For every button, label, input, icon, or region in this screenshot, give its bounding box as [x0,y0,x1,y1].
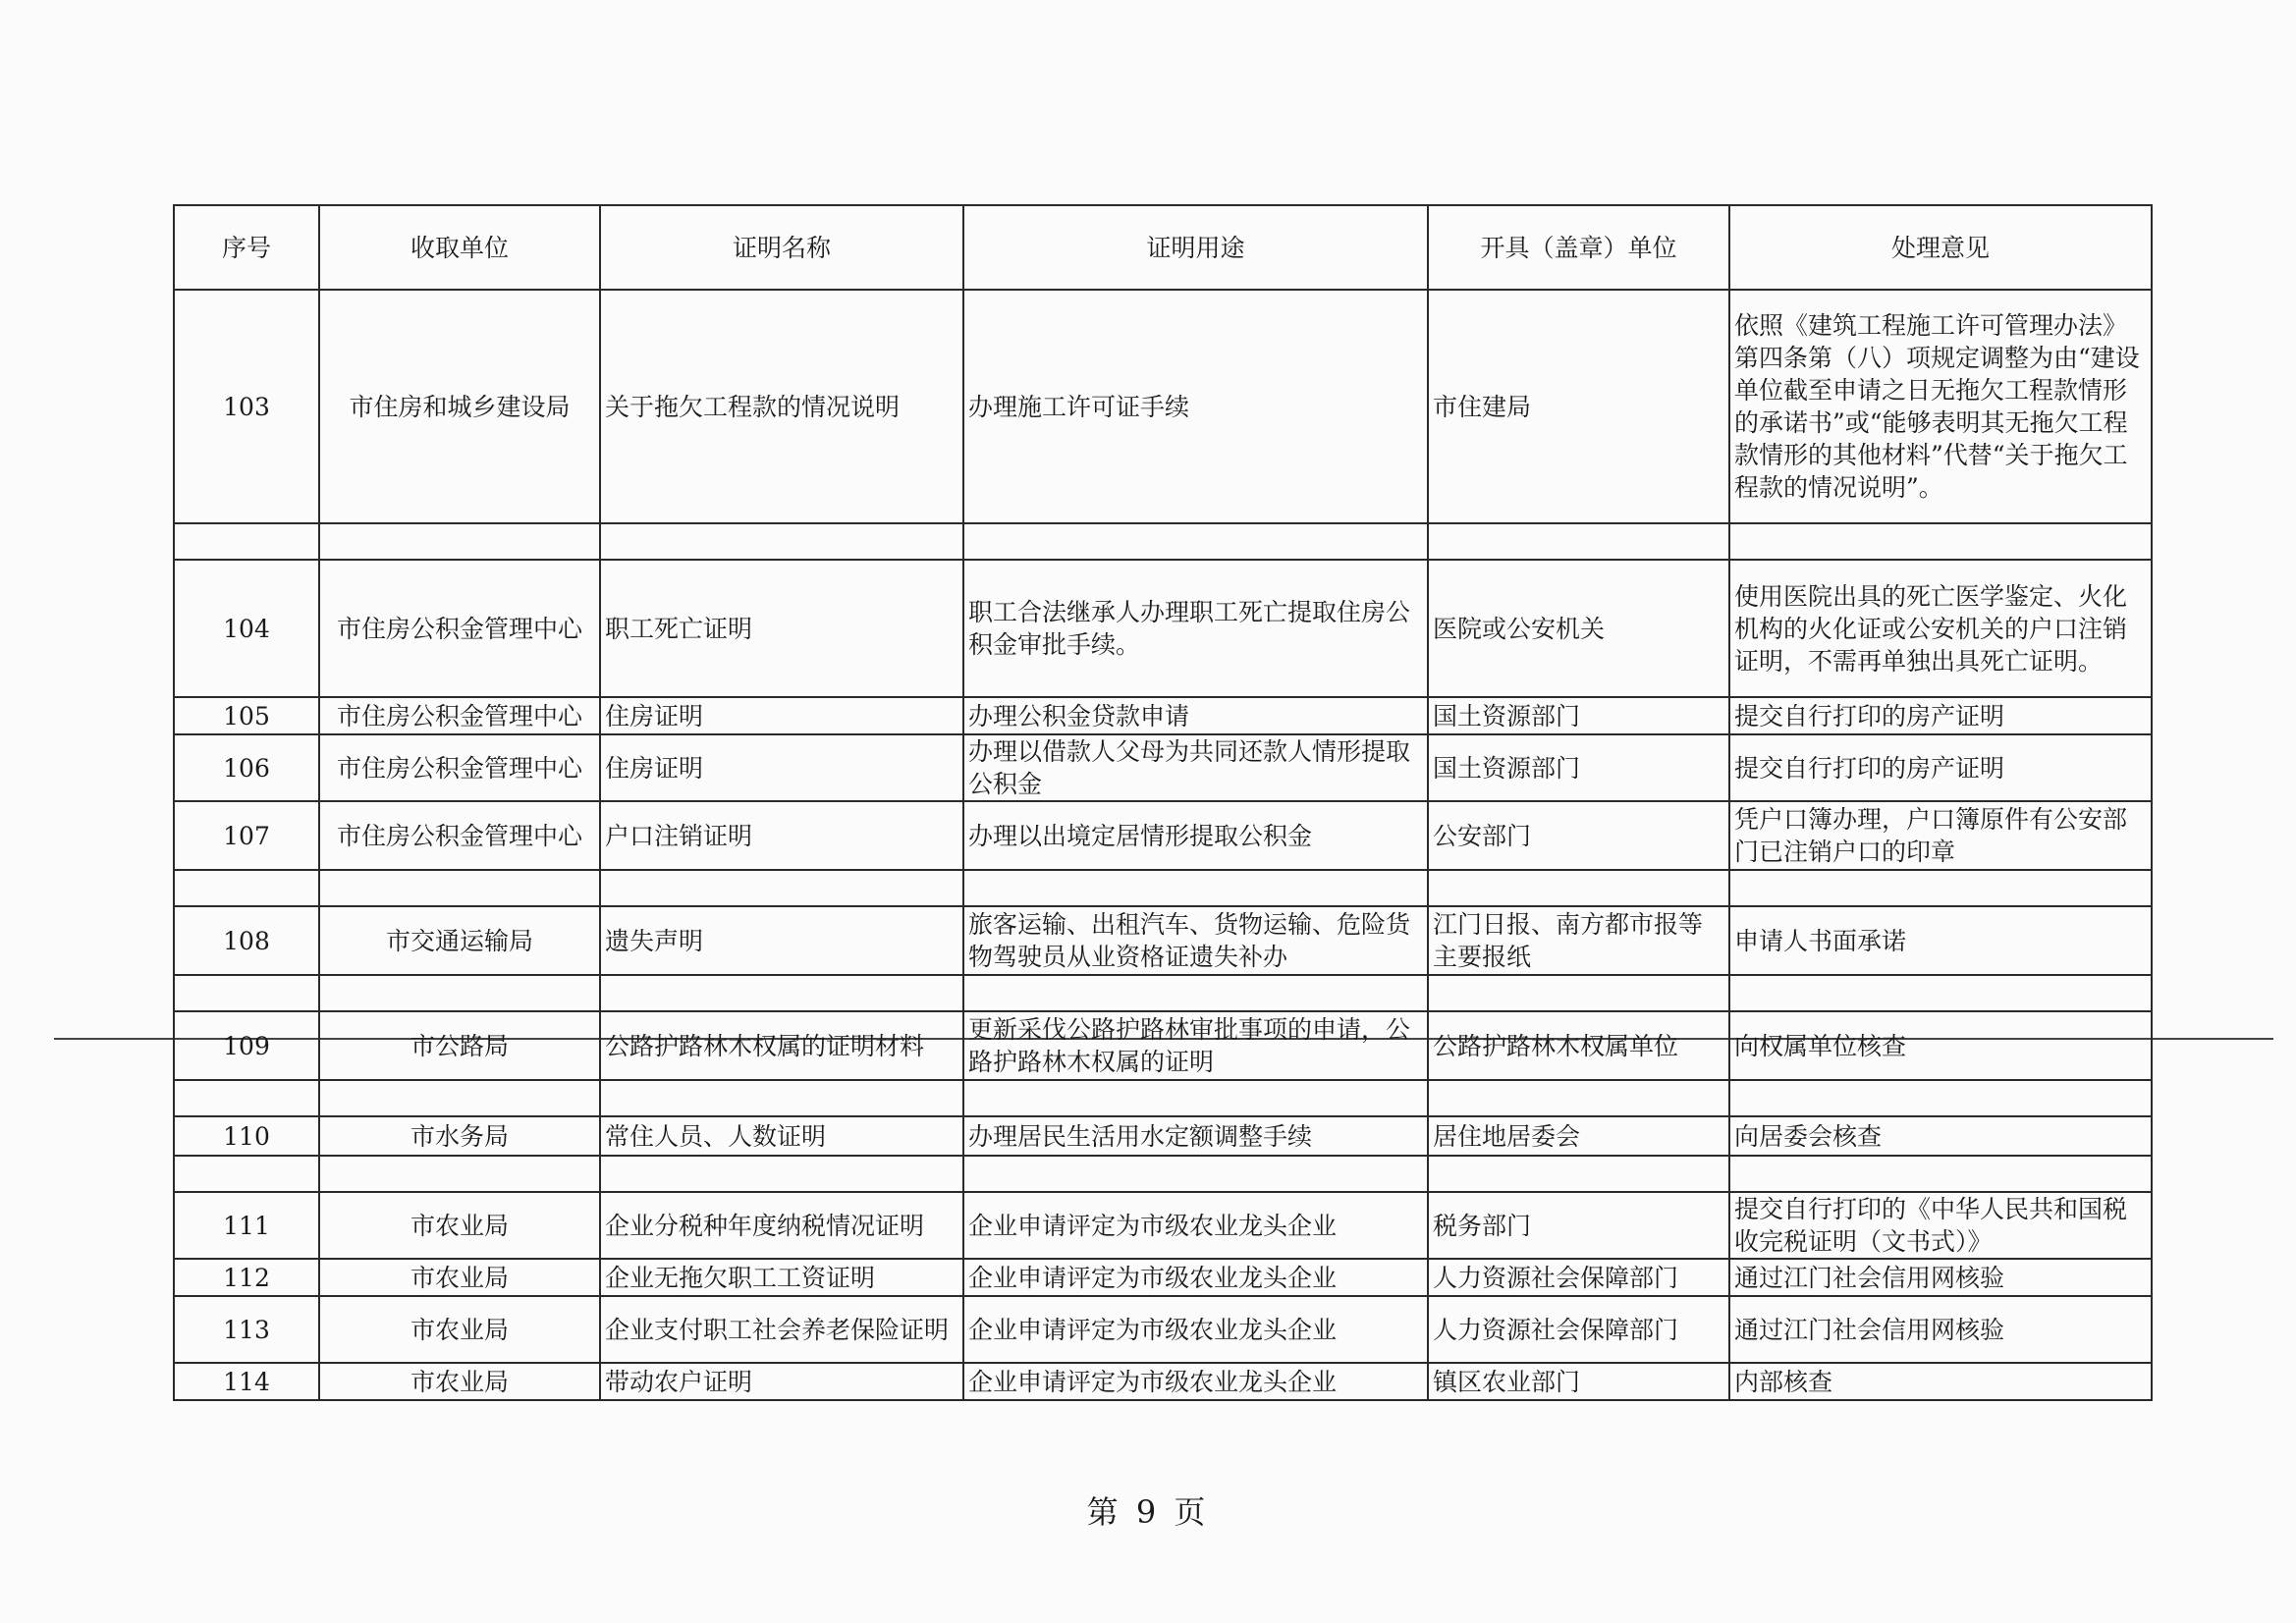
header-name: 证明名称 [600,205,963,290]
row-unit: 市住房公积金管理中心 [319,734,600,801]
row-cert-use: 企业申请评定为市级农业龙头企业 [963,1363,1428,1400]
header-unit: 收取单位 [319,205,600,290]
row-unit: 市农业局 [319,1259,600,1296]
row-opinion: 提交自行打印的房产证明 [1729,697,2152,734]
row-seq: 105 [174,697,319,734]
table-row [174,560,2152,697]
row-issuer: 国土资源部门 [1428,697,1729,734]
table-row [174,801,2152,870]
row-cert-name: 关于拖欠工程款的情况说明 [600,290,963,523]
row-unit: 市农业局 [319,1192,600,1259]
row-cert-use: 企业申请评定为市级农业龙头企业 [963,1192,1428,1259]
row-seq: 112 [174,1259,319,1296]
row-cert-name: 公路护路林木权属的证明材料 [600,1011,963,1080]
row-issuer: 医院或公安机关 [1428,560,1729,697]
header-seq: 序号 [174,205,319,290]
row-unit: 市住房公积金管理中心 [319,560,600,697]
spacer-row [174,1080,2152,1116]
row-issuer: 国土资源部门 [1428,734,1729,801]
row-cert-name: 企业无拖欠职工工资证明 [600,1259,963,1296]
row-opinion: 内部核查 [1729,1363,2152,1400]
row-cert-name: 企业分税种年度纳税情况证明 [600,1192,963,1259]
table-row [174,1116,2152,1156]
row-issuer: 公安部门 [1428,801,1729,870]
row-seq: 103 [174,290,319,523]
row-issuer: 人力资源社会保障部门 [1428,1259,1729,1296]
row-cert-name: 遗失声明 [600,906,963,975]
header-opinion: 处理意见 [1729,205,2152,290]
row-opinion: 向权属单位核查 [1729,1011,2152,1080]
row-issuer: 税务部门 [1428,1192,1729,1259]
row-seq: 114 [174,1363,319,1400]
row-seq: 110 [174,1116,319,1156]
row-opinion: 提交自行打印的《中华人民共和国税收完税证明（文书式）》 [1729,1192,2152,1259]
row-issuer: 市住建局 [1428,290,1729,523]
table-row [174,697,2152,734]
row-cert-use: 企业申请评定为市级农业龙头企业 [963,1259,1428,1296]
row-unit: 市公路局 [319,1011,600,1080]
table-row [174,734,2152,801]
row-opinion: 提交自行打印的房产证明 [1729,734,2152,801]
row-issuer: 公路护路林木权属单位 [1428,1011,1729,1080]
row-opinion: 通过江门社会信用网核验 [1729,1259,2152,1296]
row-cert-use: 办理居民生活用水定额调整手续 [963,1116,1428,1156]
certificate-table [173,204,2153,1401]
row-unit: 市交通运输局 [319,906,600,975]
row-cert-name: 职工死亡证明 [600,560,963,697]
row-issuer: 居住地居委会 [1428,1116,1729,1156]
row-unit: 市农业局 [319,1363,600,1400]
row-opinion: 通过江门社会信用网核验 [1729,1296,2152,1363]
table-row [174,1011,2152,1080]
row-seq: 106 [174,734,319,801]
row-opinion: 使用医院出具的死亡医学鉴定、火化机构的火化证或公安机关的户口注销证明，不需再单独出具死亡证明。 [1729,560,2152,697]
spacer-row [174,523,2152,560]
row-seq: 109 [174,1011,319,1080]
row-seq: 113 [174,1296,319,1363]
row-opinion: 依照《建筑工程施工许可管理办法》第四条第（八）项规定调整为由“建设单位截至申请之日无拖欠工程款情形的承诺书”或“能够表明其无拖欠工程款情形的其他材料”代替“关于拖欠工程款的情况说明”。 [1729,290,2152,523]
row-cert-use: 办理以出境定居情形提取公积金 [963,801,1428,870]
row-cert-use: 办理公积金贷款申请 [963,697,1428,734]
row-cert-use: 企业申请评定为市级农业龙头企业 [963,1296,1428,1363]
header-use: 证明用途 [963,205,1428,290]
row-cert-use: 办理以借款人父母为共同还款人情形提取公积金 [963,734,1428,801]
table-row [174,1363,2152,1400]
row-unit: 市住房公积金管理中心 [319,697,600,734]
row-cert-name: 户口注销证明 [600,801,963,870]
row-cert-use: 更新采伐公路护路林审批事项的申请，公路护路林木权属的证明 [963,1011,1428,1080]
row-cert-name: 常住人员、人数证明 [600,1116,963,1156]
header-issuer: 开具（盖章）单位 [1428,205,1729,290]
row-opinion: 向居委会核查 [1729,1116,2152,1156]
row-seq: 108 [174,906,319,975]
row-issuer: 人力资源社会保障部门 [1428,1296,1729,1363]
row-cert-name: 住房证明 [600,697,963,734]
row-cert-name: 带动农户证明 [600,1363,963,1400]
row-unit: 市水务局 [319,1116,600,1156]
row-cert-name: 企业支付职工社会养老保险证明 [600,1296,963,1363]
row-cert-use: 旅客运输、出租汽车、货物运输、危险货物驾驶员从业资格证遗失补办 [963,906,1428,975]
table-row [174,906,2152,975]
row-issuer: 镇区农业部门 [1428,1363,1729,1400]
row-unit: 市农业局 [319,1296,600,1363]
row-cert-name: 住房证明 [600,734,963,801]
table-row [174,1296,2152,1363]
row-seq: 107 [174,801,319,870]
table-row [174,1259,2152,1296]
row-issuer: 江门日报、南方都市报等主要报纸 [1428,906,1729,975]
spacer-row [174,870,2152,906]
row-unit: 市住房和城乡建设局 [319,290,600,523]
table-row [174,1192,2152,1259]
row-cert-use: 办理施工许可证手续 [963,290,1428,523]
row-opinion: 凭户口簿办理，户口簿原件有公安部门已注销户口的印章 [1729,801,2152,870]
row-seq: 111 [174,1192,319,1259]
row-cert-use: 职工合法继承人办理职工死亡提取住房公积金审批手续。 [963,560,1428,697]
spacer-row [174,1156,2152,1192]
header-row [174,205,2152,290]
spacer-row [174,975,2152,1011]
page-number: 第 9 页 [1086,1493,1210,1531]
row-opinion: 申请人书面承诺 [1729,906,2152,975]
row-seq: 104 [174,560,319,697]
row-unit: 市住房公积金管理中心 [319,801,600,870]
table-row [174,290,2152,523]
